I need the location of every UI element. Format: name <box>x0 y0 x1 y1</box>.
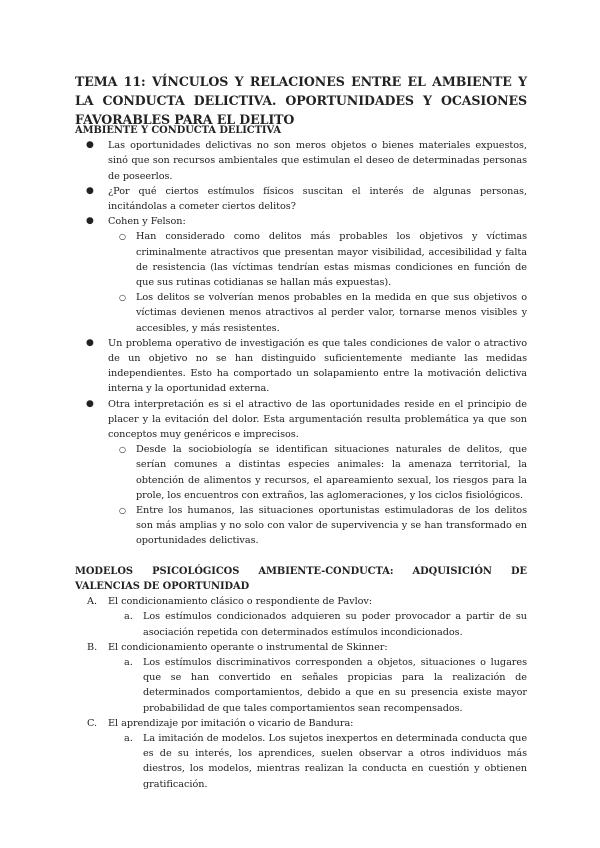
list-item: ○ Los delitos se volverían menos probables en la medida en que sus objetivos o víctimas devienen menos atractivos al perder valor, tornarse menos visibles y accesibles, y más resistentes. <box>119 292 527 334</box>
list-item: ● Otra interpretación es si el atractivo de las oportunidades reside en el principio de placer y la evitación del dolor. Esta argumentación resulta problemática ya que son conceptos muy genéricos e imprecisos. ○ Desde la sociobiología se identifican situaciones naturales de delitos, que serían comunes a distintas especies animales: la amenaza territorial, la obtención de alimentos y recursos, el apareamiento sexual, los riesgos para la prole, los encuentros con extraños, las aglomeraciones, y los ciclos fisiológicos. ○ Entre los humanos, las situaciones oportunistas estimuladoras de los delitos son más amplias y no solo con valor de supervivencia y se han transformado en oportunidades delictivas. <box>75 397 527 549</box>
section2-list <box>75 594 527 792</box>
circle-bullet-icon: ○ <box>119 445 126 455</box>
document-body <box>75 123 527 792</box>
circle-bullet-icon: ○ <box>119 232 126 242</box>
circle-bullet-icon: ○ <box>119 293 126 303</box>
list-item: a. Los estímulos discriminativos corresponden a objetos, situaciones o lugares que se han convertido en señales propicias para la realización de determinados comportamientos, debido a que en su presencia existe mayor probabilidad de que tales comportamientos sean recompensados. <box>124 656 527 714</box>
bullet-icon: ● <box>86 398 94 409</box>
bullet-icon: ● <box>86 337 94 348</box>
bullet-icon: ● <box>86 185 94 196</box>
section-spacer <box>75 549 527 564</box>
list-item: ● Cohen y Felson: ○ Han considerado como delitos más probables los objetivos y víctimas criminalmente atractivos que presentan mayor visibilidad, accesibilidad y falta de resistencia (las víctimas tendrían estas mismas condiciones en función de que sus rutinas cotidianas se hallan más expuestas). ○ Los delitos se volverían menos probables en la medida en que sus objetivos o víctimas devienen menos atractivos al perder valor, tornarse menos visibles y accesibles, y más resistentes. <box>75 214 527 336</box>
section-heading-ambiente: AMBIENTE Y CONDUCTA DELICTIVA <box>75 125 281 136</box>
otra-sublist <box>108 442 527 548</box>
list-item: ● ¿Por qué ciertos estímulos físicos suscitan el interés de algunas personas, incitándolas a cometer ciertos delitos? <box>86 185 527 213</box>
list-item: ○ Entre los humanos, las situaciones oportunistas estimuladoras de los delitos son más amplias y no solo con valor de supervivencia y se han transformado en oportunidades delictivas. <box>119 505 527 547</box>
list-item: ○ Han considerado como delitos más probables los objetivos y víctimas criminalmente atractivos que presentan mayor visibilidad, accesibilidad y falta de resistencia (las víctimas tendrían estas mismas condiciones en función de que sus rutinas cotidianas se hallan más expuestas). <box>119 231 527 289</box>
bullet-icon: ● <box>86 140 94 151</box>
section1-list <box>75 138 527 548</box>
bullet-icon: ● <box>86 216 94 227</box>
list-item: A. El condicionamiento clásico o respondiente de Pavlov: a. Los estímulos condicionados adquieren su poder provocador a partir de su asociación repetida con determinados estímulos incondicionados. <box>75 594 527 640</box>
list-item: ○ Desde la sociobiología se identifican situaciones naturales de delitos, que serían comunes a distintas especies animales: la amenaza territorial, la obtención de alimentos y recursos, el apareamiento sexual, los riesgos para la prole, los encuentros con extraños, las aglomeraciones, y los ciclos fisiológicos. <box>119 444 527 501</box>
list-item: a. La imitación de modelos. Los sujetos inexpertos en determinada conducta que es de su interés, los aprendices, suelen observar a otros individuos más diestros, los modelos, mientras realizan la conducta en cuestión y obtienen gratificación. <box>124 732 527 790</box>
document-title: TEMA 11: VÍNCULOS Y RELACIONES ENTRE EL AMBIENTE Y LA CONDUCTA DELICTIVA. OPORTUNIDADES Y OCASIONES FAVORABLES PARA EL DELITO <box>75 74 527 127</box>
section-heading-modelos: MODELOS PSICOLÓGICOS AMBIENTE-CONDUCTA: ADQUISICIÓN DE VALENCIAS DE OPORTUNIDAD <box>75 565 527 592</box>
list-item: ● Las oportunidades delictivas no son meros objetos o bienes materiales expuestos, sinó que son recursos ambientales que estimulan el deseo de determinadas personas de poseerlos. <box>86 140 527 182</box>
cohen-sublist <box>108 229 527 335</box>
list-item: a. Los estímulos condicionados adquieren su poder provocador a partir de su asociación repetida con determinados estímulos incondicionados. <box>124 611 527 638</box>
list-item: B. El condicionamiento operante o instrumental de Skinner: a. Los estímulos discriminativos corresponden a objetos, situaciones o lugares que se han convertido en señales propicias para la realización de determinados comportamientos, debido a que en su presencia existe mayor probabilidad de que tales comportamientos sean recompensados. <box>75 640 527 716</box>
list-item: C. El aprendizaje por imitación o vicario de Bandura: a. La imitación de modelos. Los sujetos inexpertos en determinada conducta que es de su interés, los aprendices, suelen observar a otros individuos más diestros, los modelos, mientras realizan la conducta en cuestión y obtienen gratificación. <box>75 716 527 792</box>
list-item: ● Un problema operativo de investigación es que tales condiciones de valor o atractivo de un objetivo no se han distinguido suficientemente mediante las medidas independientes. Esto ha comportado un solapamiento entre la motivación delictiva interna y la oportunidad externa. <box>86 337 527 395</box>
circle-bullet-icon: ○ <box>119 506 126 516</box>
